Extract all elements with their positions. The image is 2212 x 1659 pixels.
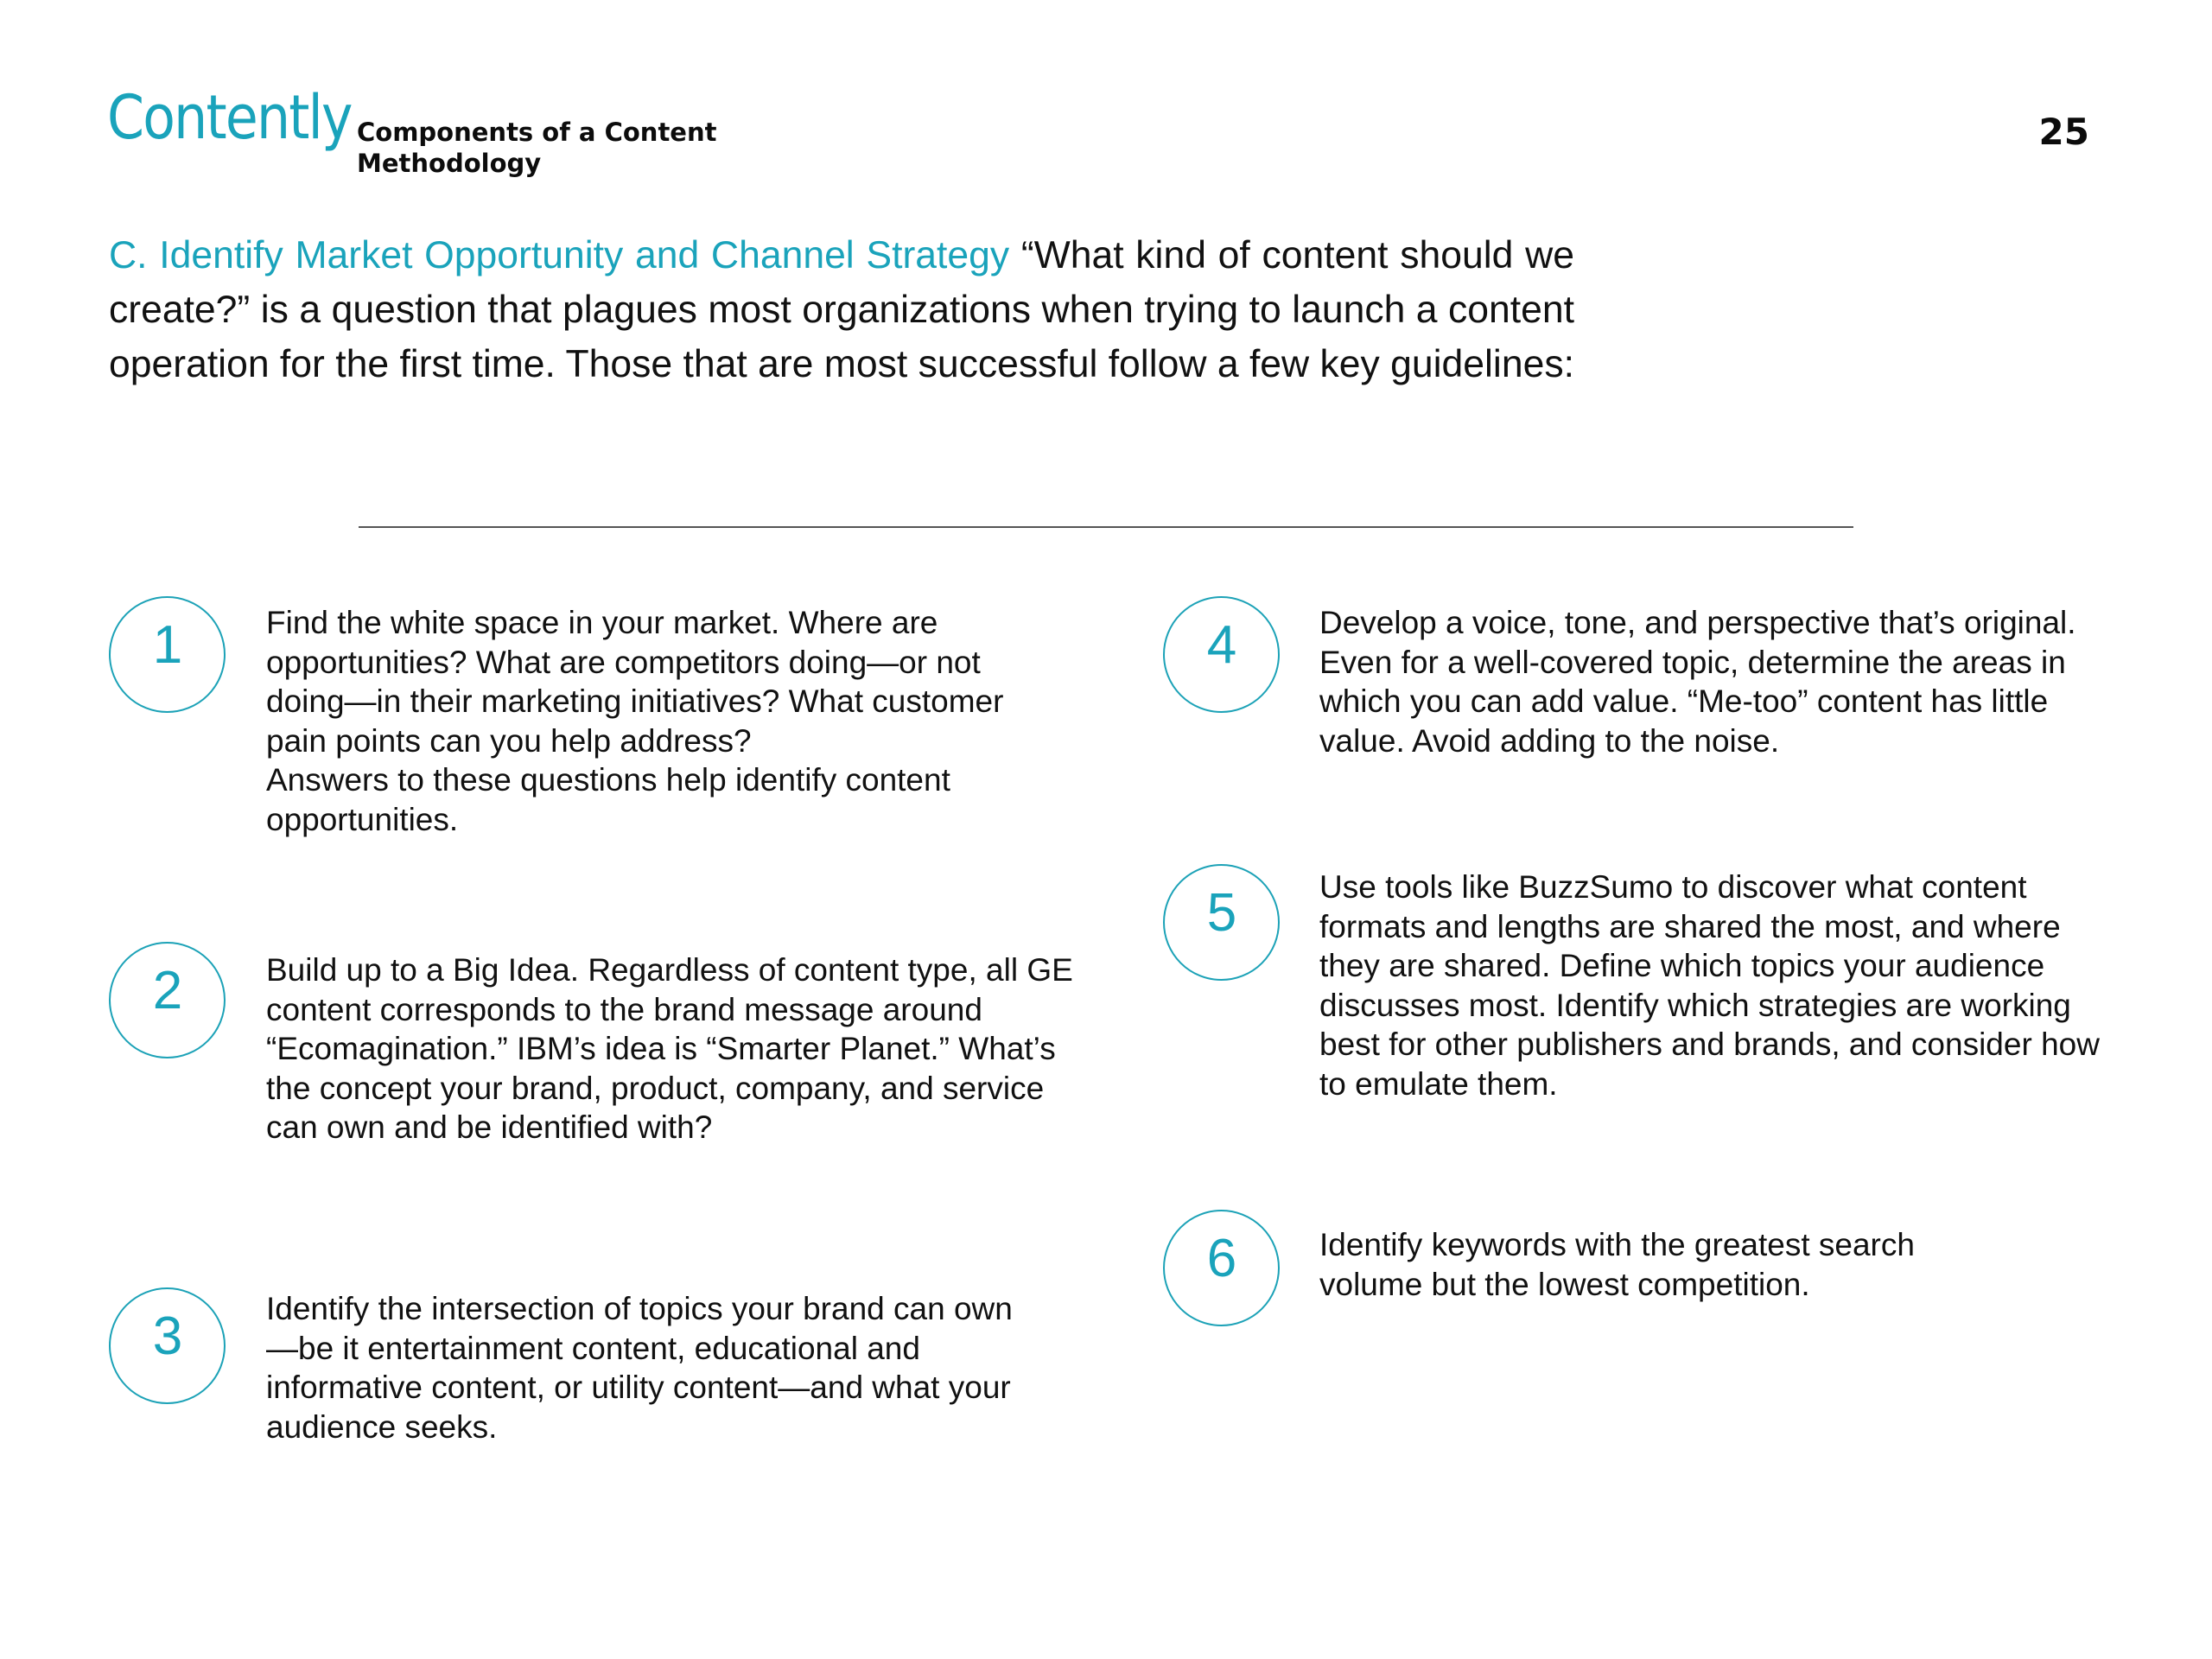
page-number: 25 <box>2038 111 2089 153</box>
guideline-text <box>266 603 1044 839</box>
horizontal-divider <box>359 526 1853 528</box>
guideline-text: Identify keywords with the greatest search volume but the lowest competition. <box>1319 1227 1915 1302</box>
guideline-number: 3 <box>152 1306 183 1366</box>
guideline-number: 5 <box>1206 883 1237 943</box>
guideline-text: Use tools like BuzzSumo to discover what content formats and lengths are shared the most, and where they are shared. Define which topics your audience discusses most. Identify which strategies are working best for other publishers and brands, and consider how to emulate them. <box>1319 869 2100 1102</box>
guideline-text-secondary: Answers to these questions help identify content opportunities. <box>266 762 950 837</box>
guideline-number: 1 <box>152 615 183 675</box>
intro-body: “What kind of content should we create?” is a question that plagues most organizations when trying to launch a content operation for the first time. Those that are most successful follow a few key guidelines: <box>109 234 1574 385</box>
guideline-text: Build up to a Big Idea. Regardless of content type, all GE content corresponds to the brand message around “Ecomagination.” IBM’s idea is “Smarter Planet.” What’s the concept your brand, product, company, and service can own and be identified with? <box>266 952 1073 1145</box>
guideline-number: 6 <box>1206 1229 1237 1288</box>
document-section-title: Components of a Content Methodology <box>357 118 717 178</box>
contently-logo: Contently <box>107 82 352 153</box>
guideline-text: Identify the intersection of topics your brand can own—be it entertainment content, educational and informative content, or utility content—and what your audience seeks. <box>266 1291 1013 1445</box>
guideline-number: 2 <box>152 961 183 1020</box>
intro-paragraph <box>109 228 1574 391</box>
section-heading: C. Identify Market Opportunity and Channel Strategy <box>109 234 1010 276</box>
guideline-number: 4 <box>1206 615 1237 675</box>
guideline-text: Develop a voice, tone, and perspective that’s original. Even for a well-covered topic, determine the areas in which you can add value. “Me-too” content has little value. Avoid adding to the noise. <box>1319 605 2076 759</box>
guideline-text-main: Find the white space in your market. Where are opportunities? What are competitors doing—or not doing—in their marketing initiatives? What customer pain points can you help address? <box>266 605 1004 759</box>
